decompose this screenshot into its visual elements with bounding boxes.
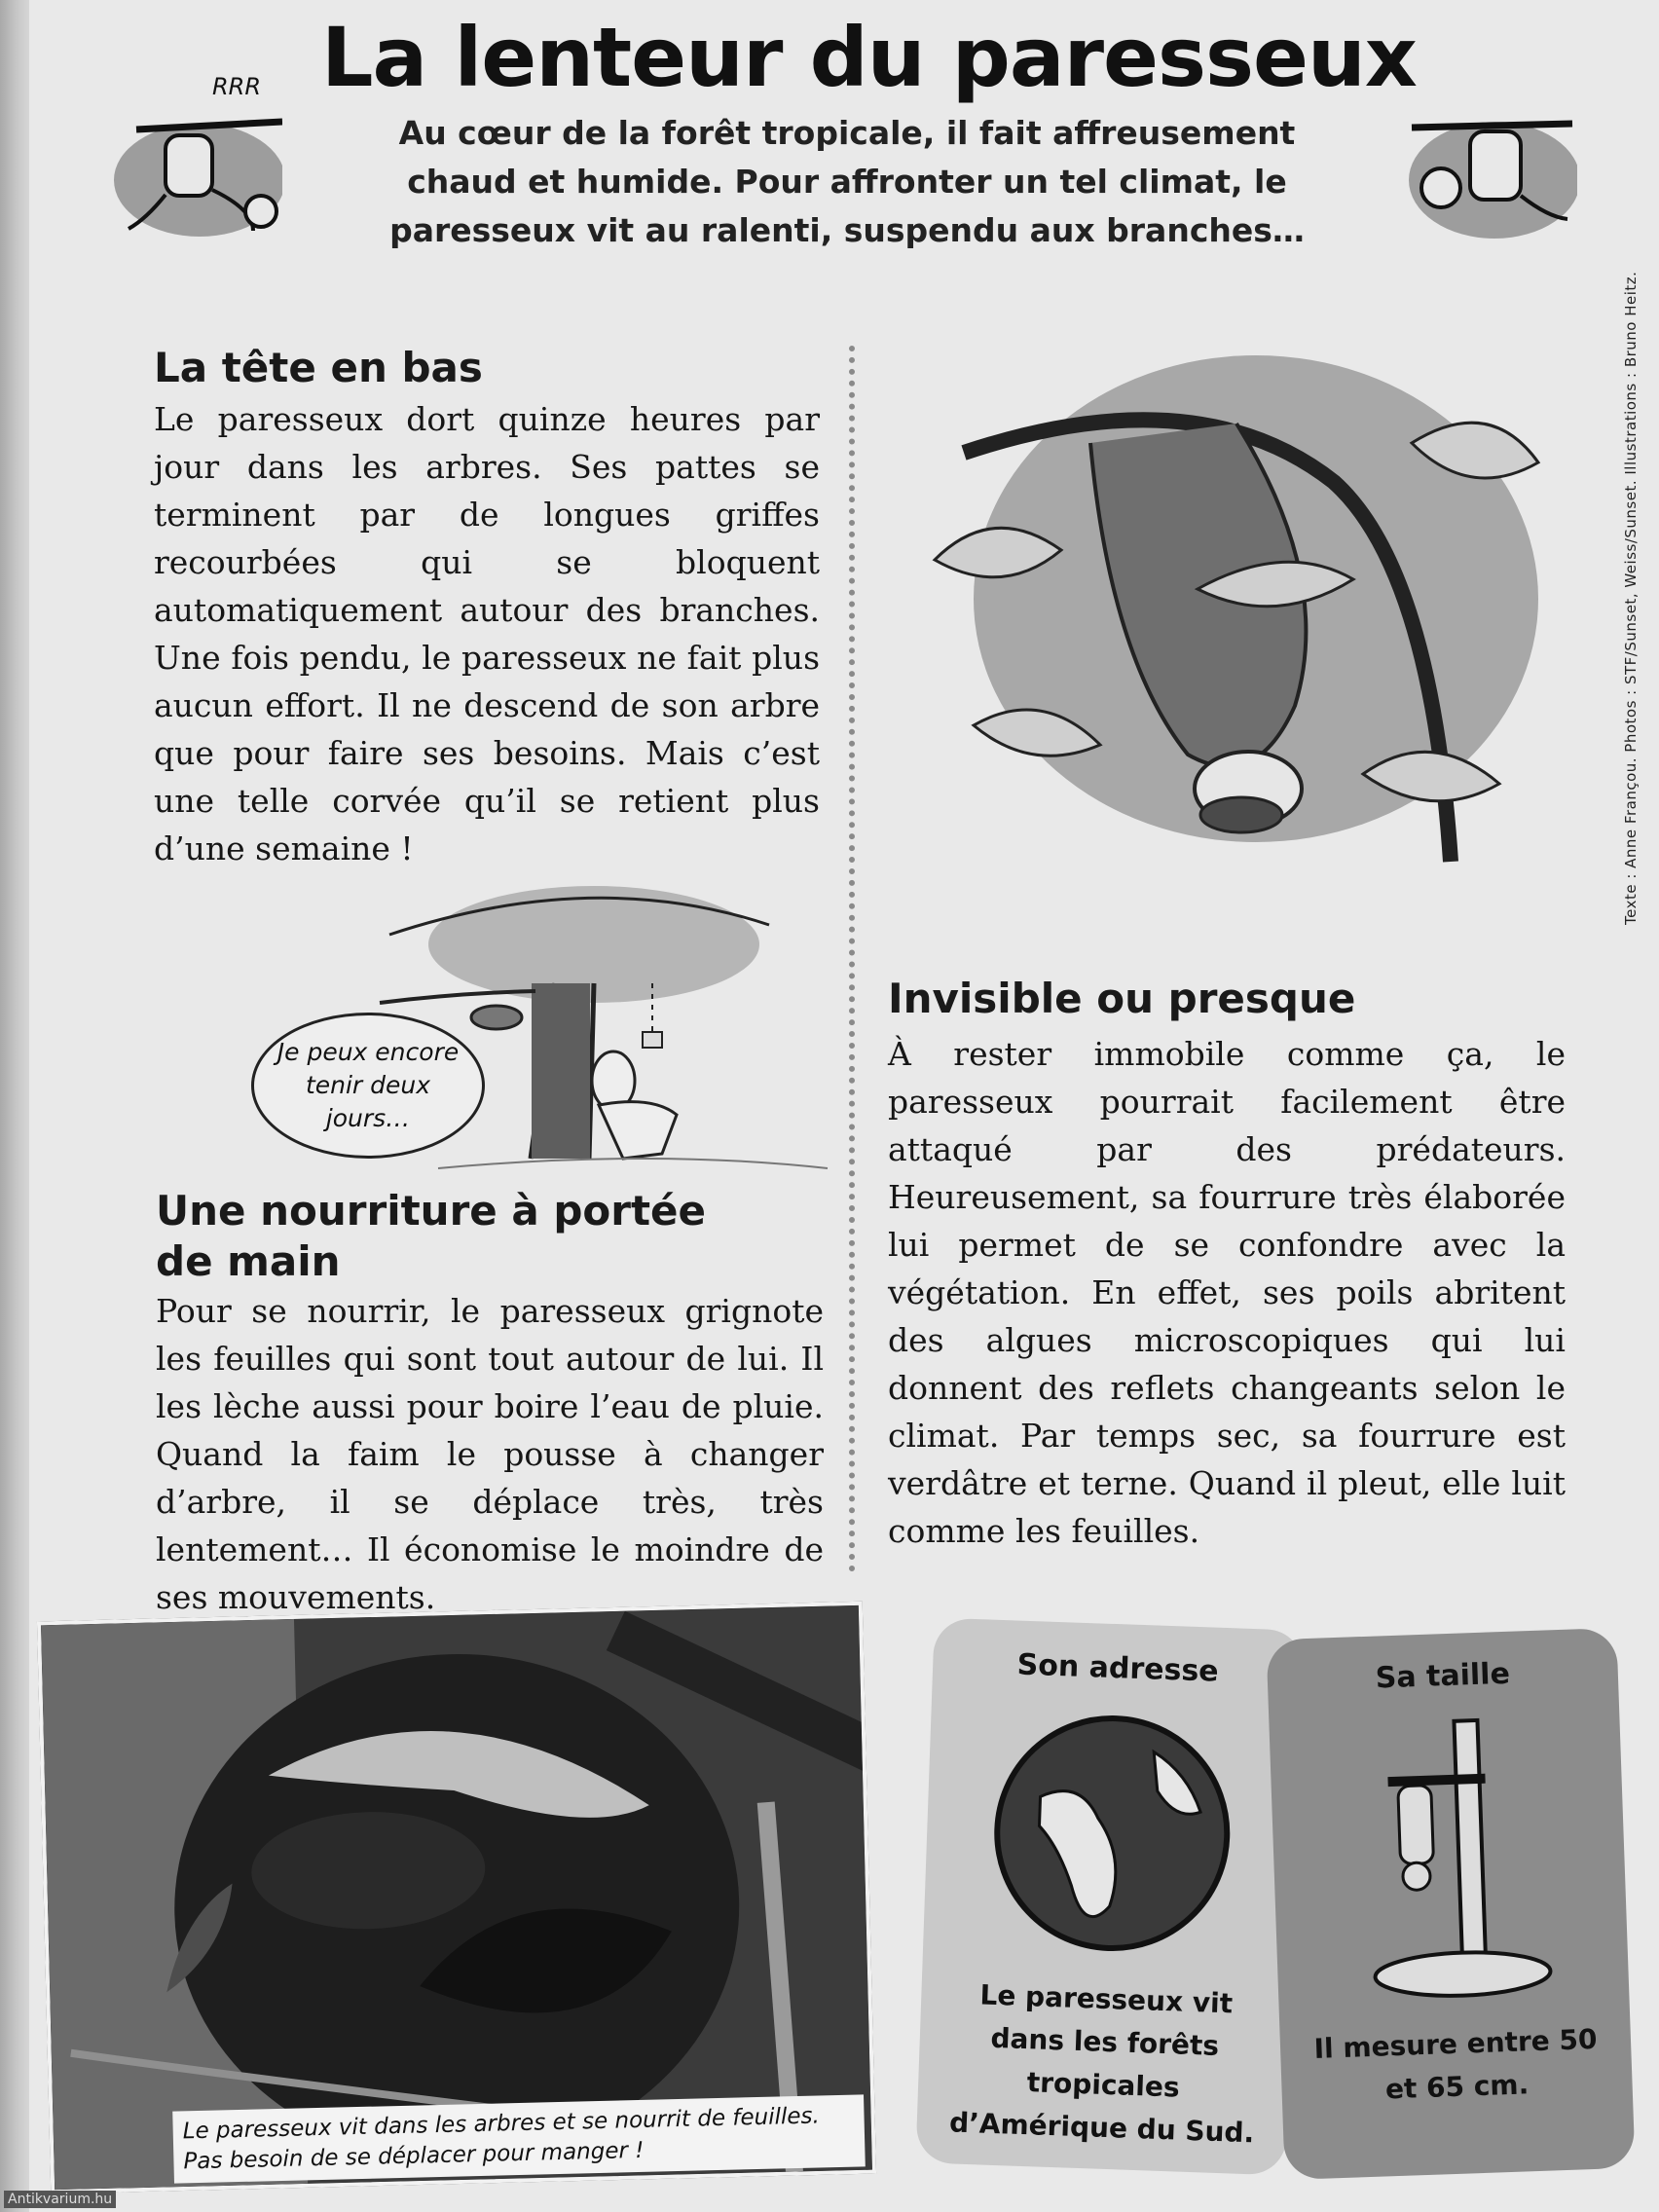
- card-adresse-text: Le paresseux vit dans les forêts tropicales d’Amérique du Sud.: [948, 1978, 1255, 2150]
- globe-icon: [977, 1707, 1248, 1959]
- page-title: La lenteur du paresseux: [321, 10, 1417, 105]
- speech-bubble: Je peux encore tenir deux jours…: [251, 1013, 485, 1159]
- section-heading-tete-en-bas: La tête en bas: [154, 344, 483, 391]
- source-watermark: Antikvarium.hu: [4, 2191, 116, 2208]
- page-credits: Texte : Anne Françou. Photos : STF/Sunset, Weiss/Sunset. Illustrations : Bruno Heitz.: [1622, 271, 1640, 925]
- section-heading-nourriture: Une nourriture à portée de main: [156, 1187, 707, 1285]
- snore-sound-text: RRR: [212, 73, 262, 100]
- card-taille-text: Il mesure entre 50 et 65 cm.: [1313, 2022, 1598, 2106]
- section-body-tete-en-bas: Le paresseux dort quinze heures par jour dans les arbres. Ses pattes se terminent par de longues griffes recourbées qui se bloquent automatiquement autour des branches. Une fois pendu, le paresseux ne fait plus aucun effort. Il ne descend de son arbre que pour faire ses besoins. Mais c’est une telle corvée qu’il se retient plus d’une semaine !: [154, 400, 820, 867]
- section-body-invisible: À rester immobile comme ça, le paresseux pourrait facilement être attaqué par des prédateurs. Heureusement, sa fourrure très élaborée lui permet de se confondre avec la végétation. En effet, ses poils abritent des algues microscopiques qui lui donnent des reflets changeants selon le climat. Par temps sec, sa fourrure est verdâtre et terne. Quand il pleut, elle luit comme les feuilles.: [888, 1035, 1566, 1550]
- page-binding-edge: [0, 0, 29, 2212]
- card-adresse-title: Son adresse: [1016, 1647, 1220, 1689]
- intro-text: Au cœur de la forêt tropicale, il fait affreusement chaud et humide. Pour affronter un tel climat, le paresseux vit au ralenti, suspendu aux branches…: [389, 114, 1305, 249]
- card-taille-title: Sa taille: [1375, 1656, 1511, 1696]
- section-body-nourriture: Pour se nourrir, le paresseux grignote les feuilles qui sont tout autour de lui. Il les lèche aussi pour boire l’eau de pluie. Quand la faim le pousse à changer d’arbre, il se déplace très, très lentement… Il économise le moindre de ses mouvements.: [156, 1292, 824, 1616]
- card-taille: [1266, 1628, 1635, 2180]
- card-adresse: [915, 1618, 1304, 2176]
- column-divider: [849, 346, 855, 1572]
- photo-caption: Le paresseux vit dans les arbres et se nourrit de feuilles. Pas besoin de se déplacer pour manger !: [172, 2094, 866, 2183]
- sleeping-sloth-illustration-left: [107, 102, 282, 239]
- sleeping-sloth-illustration-right: [1402, 102, 1577, 239]
- hanging-sloth-illustration: [905, 336, 1567, 910]
- height-gauge-icon: [1337, 1708, 1561, 2007]
- section-heading-invisible: Invisible ou presque: [888, 975, 1356, 1022]
